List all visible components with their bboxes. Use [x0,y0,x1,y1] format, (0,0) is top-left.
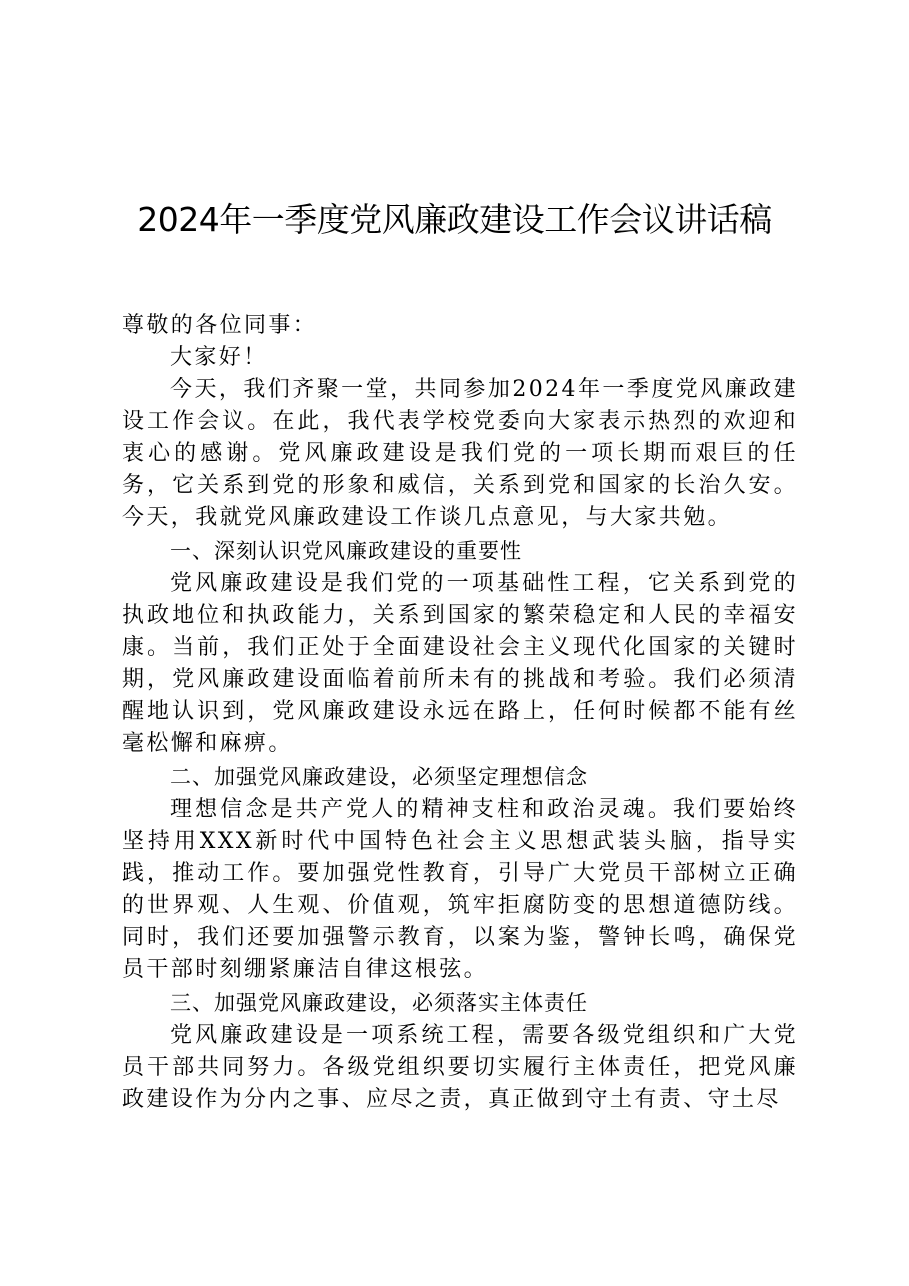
intro-paragraph: 今天，我们齐聚一堂，共同参加2024年一季度党风廉政建设工作会议。在此，我代表学校党委向大家表示热烈的欢迎和衷心的感谢。党风廉政建设是我们党的一项长期而艰巨的任务，它关系到党的形象和威信，关系到党和国家的长治久安。今天，我就党风廉政建设工作谈几点意见，与大家共勉。 [122,377,798,530]
document-title: 2024年一季度党风廉政建设工作会议讲话稿 [137,200,772,239]
section-paragraph-2: 理想信念是共产党人的精神支柱和政治灵魂。我们要始终坚持用XXX新时代中国特色社会主义思想武装头脑，指导实践，推动工作。要加强党性教育，引导广大党员干部树立正确的世界观、人生观、价值观，筑牢拒腐防变的思想道德防线。同时，我们还要加强警示教育，以案为鉴，警钟长鸣，确保党员干部时刻绷紧廉洁自律这根弦。 [122,797,798,982]
section-paragraph-3: 党风廉政建设是一项系统工程，需要各级党组织和广大党员干部共同努力。各级党组织要切实履行主体责任，把党风廉政建设作为分内之事、应尽之责，真正做到守土有责、守土尽 [122,1023,798,1112]
section-paragraph-1: 党风廉政建设是我们党的一项基础性工程，它关系到党的执政地位和执政能力，关系到国家的繁荣稳定和人民的幸福安康。当前，我们正处于全面建设社会主义现代化国家的关键时期，党风廉政建设面临着前所未有的挑战和考验。我们必须清醒地认识到，党风廉政建设永远在路上，任何时候都不能有丝毫松懈和麻痹。 [122,571,798,756]
section-heading-3: 三、加强党风廉政建设，必须落实主体责任 [170,991,588,1015]
section-heading-2: 二、加强党风廉政建设，必须坚定理想信念 [170,765,588,789]
section-heading-1: 一、深刻认识党风廉政建设的重要性 [170,539,522,563]
greeting: 大家好！ [170,345,268,370]
salutation: 尊敬的各位同事： [122,313,318,338]
document-body [122,310,798,1116]
